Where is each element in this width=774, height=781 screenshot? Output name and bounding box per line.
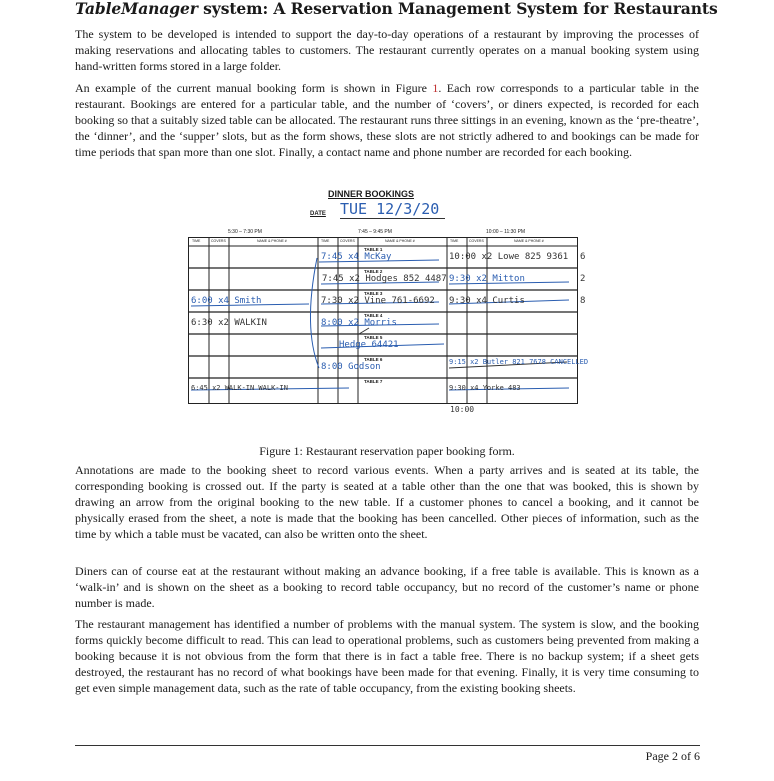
col-name-phone: NAME & PHONE # <box>385 239 415 243</box>
col-name-phone: NAME & PHONE # <box>257 239 287 243</box>
page-number: Page 2 of 6 <box>645 749 700 763</box>
table-label: TABLE 2 <box>364 269 383 274</box>
col-covers: COVERS <box>211 239 226 243</box>
booking-entry: 9:15 x2 Butler 821 7678 CANCELLED <box>449 358 589 366</box>
booking-entry: Hedge 64421 <box>339 340 399 350</box>
footer-rule <box>75 745 700 746</box>
table-size-note: 6 <box>580 252 586 262</box>
col-covers: COVERS <box>340 239 355 243</box>
paragraph-walk-ins: Diners can of course eat at the restaurant without making an advance booking, if a free table is available. This is known as a ‘walk-in’ and is shown on the sheet as a booking to record table occupancy, but no record of the customer’s name or phone number is made. <box>75 564 699 610</box>
booking-entry: 6:30 x2 WALKIN <box>191 318 267 328</box>
col-covers: COVERS <box>469 239 484 243</box>
app-name: TableManager <box>75 0 198 18</box>
figure-caption: Figure 1: Restaurant reservation paper booking form. <box>259 444 515 458</box>
paragraph-form-description <box>75 80 699 160</box>
paragraph-annotations: Annotations are made to the booking sheet to record various events. When a party arrives and is seated at its table, the corresponding booking is crossed out. If the party is seated at a table other than the one that was booked, this is shown by drawing an arrow from the original booking to the new table. If a customer phones to cancel a booking, and it cannot be physically erased from the sheet, a note is made that the booking has been cancelled. Other pieces of information, such as the time by which a table must be vacated, can also be written onto the sheet. <box>75 463 699 541</box>
table-label: TABLE 7 <box>364 379 383 384</box>
booking-entry: 7:30 x2 Vine 761-6692 <box>321 296 435 306</box>
booking-form-figure <box>188 189 588 439</box>
col-time: TIME <box>321 239 330 243</box>
table-label: TABLE 3 <box>364 291 383 296</box>
booking-entry: 8:00 Godson <box>321 362 381 372</box>
heading-rest: system: A Reservation Management System for Restaurants <box>197 0 718 18</box>
slot-supper: 10:00 – 11:30 PM <box>486 229 526 235</box>
booking-entry: 7:45 x2 Hodges 852 4487 <box>322 274 447 284</box>
form-title: DINNER BOOKINGS <box>328 189 415 199</box>
table-label: TABLE 1 <box>364 247 383 252</box>
booking-entry: 6:45 x2 WALK-IN WALK-IN <box>191 384 288 392</box>
document-heading <box>75 0 718 18</box>
col-name-phone: NAME & PHONE # <box>514 239 544 243</box>
table-label: TABLE 6 <box>364 357 383 362</box>
table-label: TABLE 4 <box>364 313 383 318</box>
date-handwritten: TUE 12/3/20 <box>340 200 445 219</box>
slot-dinner: 7:45 – 9:45 PM <box>358 229 392 235</box>
figure-ref-link[interactable]: 1 <box>432 81 439 95</box>
paragraph-intro: The system to be developed is intended to support the day-to-day operations of a restaurant by improving the processes of making reservations and allocating tables to customers. The restaurant currently operates on a manual booking system using hand-written forms stored in a large folder. <box>75 27 699 73</box>
booking-entry: 9:30 x4 Yorke 483 <box>449 384 521 392</box>
booking-entry: 7:45 x4 McKay <box>321 252 392 262</box>
p2-text-b: . Each row corresponds to a particular table in the restaurant. Bookings are entered for a particular table, and the number of ‘covers’, or diners expected, is recorded for each booking so that a suitably sized table can be allocated. The restaurant runs three sittings in an evening, known as the ‘pre-theatre’, the ‘dinner’, and the ‘supper’ slots, but as the form shows, these slots are not strictly adhered to and bookings can be made for time periods that span more than one slot. Finally, a contact name and phone number are recorded for each booking. <box>75 81 700 159</box>
col-time: TIME <box>192 239 201 243</box>
slot-early: 5:30 – 7:30 PM <box>228 229 262 235</box>
booking-entry: 8:00 x2 Morris <box>321 318 397 328</box>
booking-entry: 10:00 x2 Lowe 825 9361 <box>449 252 569 262</box>
table-label: TABLE 5 <box>364 335 383 340</box>
p2-text-a: An example of the current manual booking form is shown in Figure <box>75 81 433 95</box>
booking-grid <box>188 237 589 404</box>
date-label: DATE <box>310 211 326 217</box>
table-size-note: 8 <box>580 296 586 306</box>
time-note: 10:00 <box>450 405 475 414</box>
table-size-note: 2 <box>580 274 586 284</box>
booking-entry: 9:30 x4 Curtis <box>449 296 525 306</box>
col-time: TIME <box>450 239 459 243</box>
booking-entry: 9:30 x2 Mitton <box>449 274 525 284</box>
paragraph-problems: The restaurant management has identified a number of problems with the manual system. The system is slow, and the booking forms quickly become difficult to read. This can lead to operational problems, such as customers being prevented from making a booking because it is not obvious from the form that there is in fact a table free. There is no backup system; if a sheet gets destroyed, the restaurant has no record of what bookings have been made for that evening. Finally, it is very time consuming to get even simple management data, such as the rate of table occupancy, from the existing booking sheets. <box>75 617 699 695</box>
booking-entry: 6:00 x4 Smith <box>191 296 262 306</box>
